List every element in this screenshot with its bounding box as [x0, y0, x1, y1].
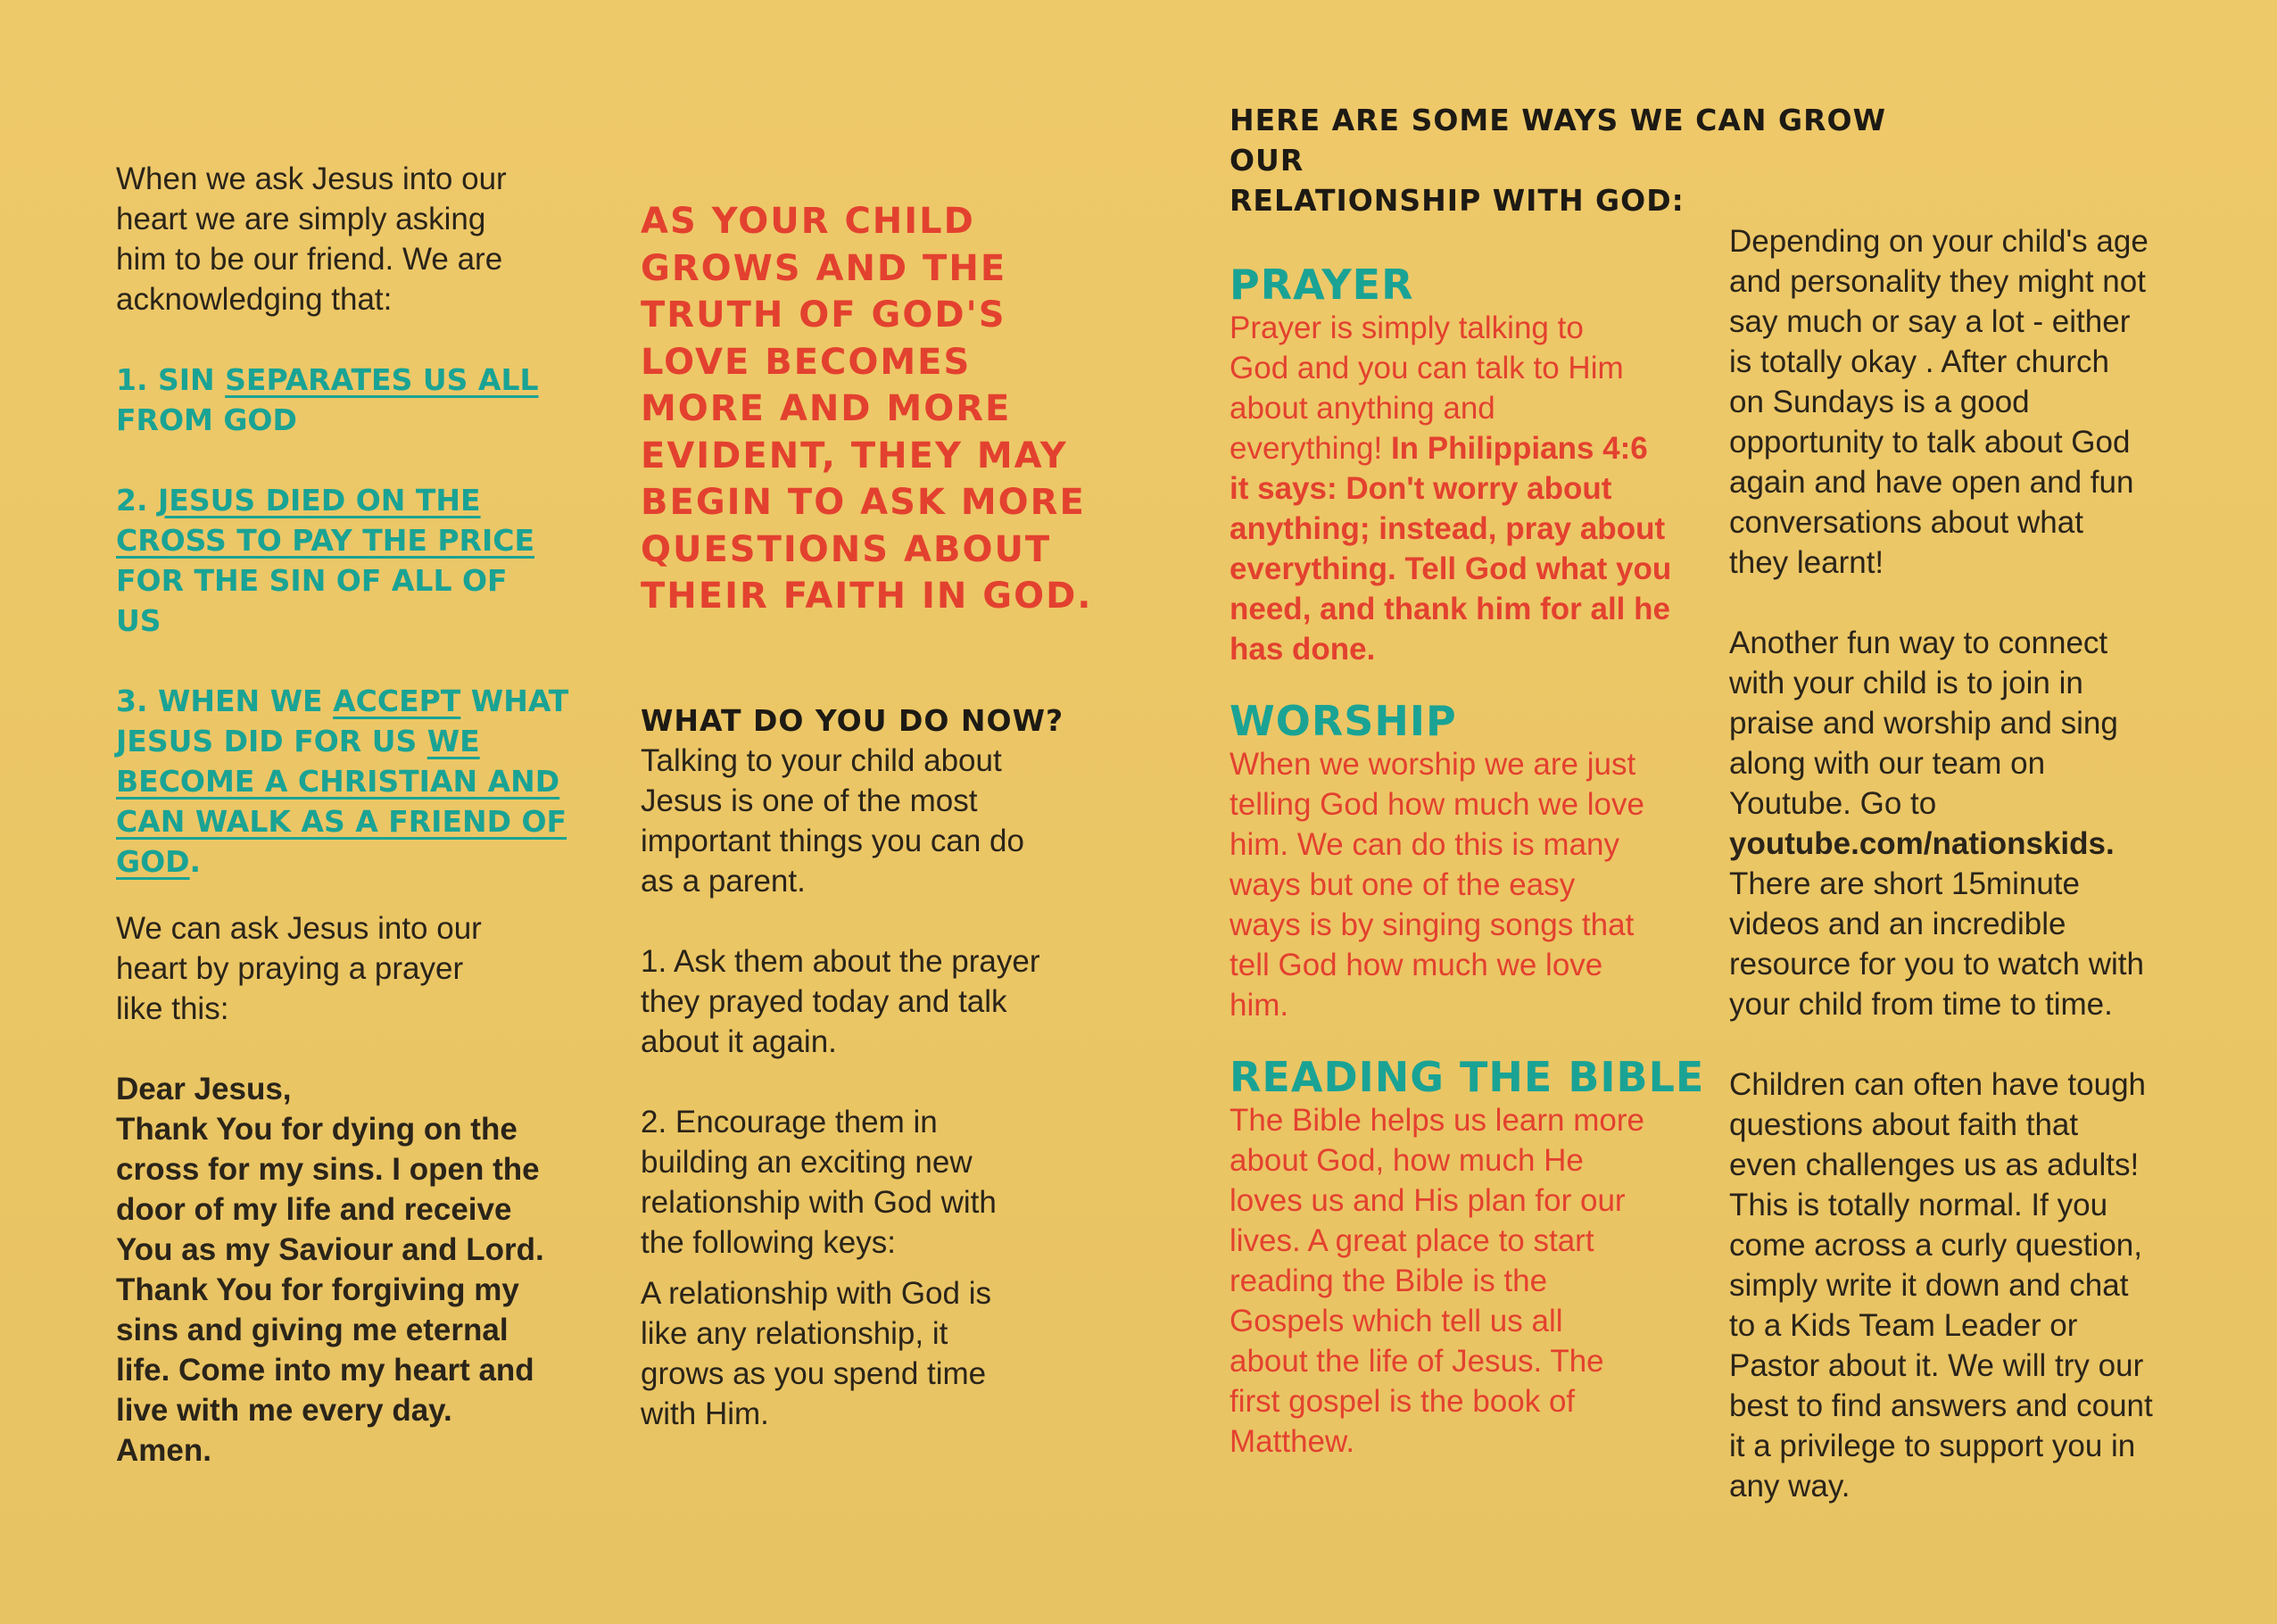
relationship-text: A relationship with God is like any relationship, it grows as you spend time with Him.: [641, 1275, 991, 1431]
step-1: 1. Ask them about the prayer they prayed today and talk about it again.: [641, 943, 1040, 1059]
ways-heading: HERE ARE SOME WAYS WE CAN GROW OUR RELATIONSHIP WITH GOD:: [1230, 103, 1886, 218]
point-2-number: 2.: [116, 483, 158, 518]
prayer-text-bold: In Philippians 4:6 it says: Don't worry about anything; instead, pray about everything. Tell God what you need, and thank him for all he has done.: [1230, 431, 1672, 667]
point-2: [116, 480, 544, 641]
prayer-body: [1230, 308, 1729, 669]
prayer-title: PRAYER: [1230, 261, 1414, 309]
point-3-end: .: [189, 844, 202, 879]
point-3-underlined-accept: ACCEPT: [333, 684, 461, 718]
column-next-steps: [641, 198, 1105, 1434]
intro-text: When we ask Jesus into our heart we are simply asking him to be our friend. We are acknowledging that:: [116, 162, 507, 317]
point-1: [116, 360, 580, 440]
point-2-underlined: JESUS DIED ON THE CROSS TO PAY THE PRICE: [116, 483, 534, 558]
tips-para-3: Children can often have tough questions about faith that even challenges us as adults! This is totally normal. If you come across a curly question, simply write it down and chat to a Kids Team Leader or Pastor about it. We will try our best to find answers and count it a privilege to support you in any way.: [1729, 1067, 2153, 1504]
prayer-text-plain: Prayer is simply talking to God and you can talk to Him about anything and everything!: [1230, 311, 1624, 466]
youtube-link[interactable]: youtube.com/nationskids.: [1729, 826, 2115, 861]
what-heading: WHAT DO YOU DO NOW?: [641, 702, 1064, 738]
column-tips: [1729, 221, 2256, 1506]
what-intro: Talking to your child about Jesus is one of the most important things you can do as a parent.: [641, 742, 1024, 899]
bible-title: READING THE BIBLE: [1230, 1053, 1705, 1101]
tips-para-2-after: There are short 15minute videos and an incredible resource for you to watch with your child from time to time.: [1729, 866, 2144, 1022]
worship-text: When we worship we are just telling God how much we love him. We can do this is many ways but one of the easy ways is by singing songs that tell God how much we love him.: [1230, 747, 1644, 1023]
prayer-text: Dear Jesus, Thank You for dying on the cross for my sins. I open the door of my life and receive You as my Saviour and Lord. Thank You for forgiving my sins and giving me eternal life. Come into my heart and live with me every day. Amen.: [116, 1072, 544, 1468]
point-3-pre: 3. WHEN WE: [116, 684, 334, 718]
tips-para-1: Depending on your child's age and personality they might not say much or say a lot - either is totally okay . After church on Sundays is a good opportunity to talk about God again and have open and fun conversations about what they learnt!: [1729, 224, 2149, 580]
point-2-post: FOR THE SIN OF ALL OF US: [116, 563, 508, 638]
column-salvation: [116, 159, 580, 1471]
bible-text: The Bible helps us learn more about God, how much He loves us and His plan for our lives. A great place to start reading the Bible is the Gospels which tell us all about the life of Jesus. The first gospel is the book of Matthew.: [1230, 1103, 1644, 1459]
point-3-mid: WHAT JESUS DID FOR US: [116, 684, 569, 758]
point-1-number: 1.: [116, 362, 158, 397]
highlight-quote: AS YOUR CHILD GROWS AND THE TRUTH OF GOD'S LOVE BECOMES MORE AND MORE EVIDENT, THEY MAY BEGIN TO ASK MORE QUESTIONS ABOUT THEIR FAITH IN GOD.: [641, 201, 1093, 617]
step-2: 2. Encourage them in building an exciting new relationship with God with the following keys:: [641, 1104, 997, 1260]
point-3-underlined-become: WE BECOME A CHRISTIAN AND CAN WALK AS A FRIEND OF GOD: [116, 724, 567, 879]
worship-title: WORSHIP: [1230, 697, 1457, 745]
point-1-post: FROM GOD: [116, 402, 297, 437]
column-ways-to-grow: [1230, 100, 1886, 1462]
point-1-underlined: SEPARATES US ALL: [225, 362, 539, 397]
point-3: [116, 681, 571, 882]
tips-para-2: Another fun way to connect with your child is to join in praise and worship and sing along with our team on Youtube. Go to: [1729, 626, 2118, 821]
point-1-pre: SIN: [158, 362, 226, 397]
ask-text: We can ask Jesus into our heart by praying a prayer like this:: [116, 911, 482, 1026]
